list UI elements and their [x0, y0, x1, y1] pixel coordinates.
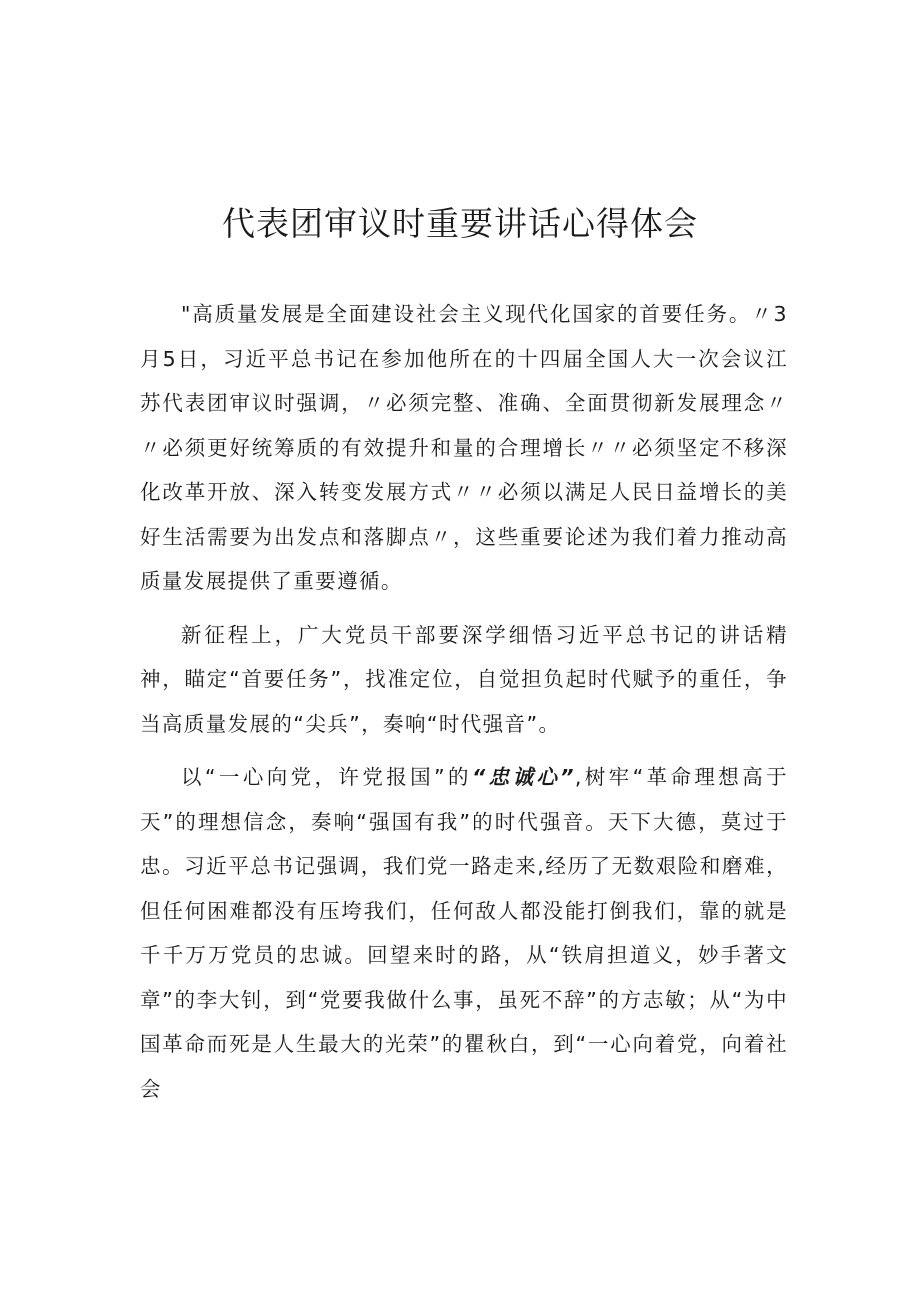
document-body — [140, 292, 788, 1111]
paragraph-2: 新征程上，广大党员干部要深学细悟习近平总书记的讲话精神，瞄定“首要任务”，找准定位，自觉担负起时代赋予的重任，争当高质量发展的“尖兵”，奏响“时代强音”。 — [140, 622, 788, 736]
paragraph-1: "高质量发展是全面建设社会主义现代化国家的首要任务。〃3月5日，习近平总书记在参加他所在的十四届全国人大一次会议江苏代表团审议时强调，〃必须完整、准确、全面贯彻新发展理念〃〃必须更好统筹质的有效提升和量的合理增长〃〃必须坚定不移深化改革开放、深入转变发展方式〃〃必须以满足人民日益增长的美好生活需要为出发点和落脚点〃，这些重要论述为我们着力推动高质量发展提供了重要遵循。 — [140, 302, 788, 593]
paragraph-3-rest: ,树牢“革命理想高于天”的理想信念，奏响“强国有我”的时代强音。天下大德，莫过于忠。习近平总书记强调，我们党一路走来,经历了无数艰险和磨难，但任何困难都没有压垮我们，任何敌人都没能打倒我们，靠的就是千千万万党员的忠诚。回望来时的路，从“铁肩担道义，妙手著文章”的李大钊，到“党要我做什么事，虽死不辞”的方志敏；从“为中国革命而死是人生最大的光荣”的瞿秋白，到“一心向着党，向着社会 — [140, 765, 788, 1101]
emphasis-loyalty-heart: “忠诚心” — [471, 765, 575, 789]
document-title: 代表团审议时重要讲话心得体会 — [222, 204, 698, 243]
paragraph-3 — [140, 755, 788, 1111]
paragraph-3-lead: 以“一心向党，许党报国”的 — [181, 765, 472, 789]
